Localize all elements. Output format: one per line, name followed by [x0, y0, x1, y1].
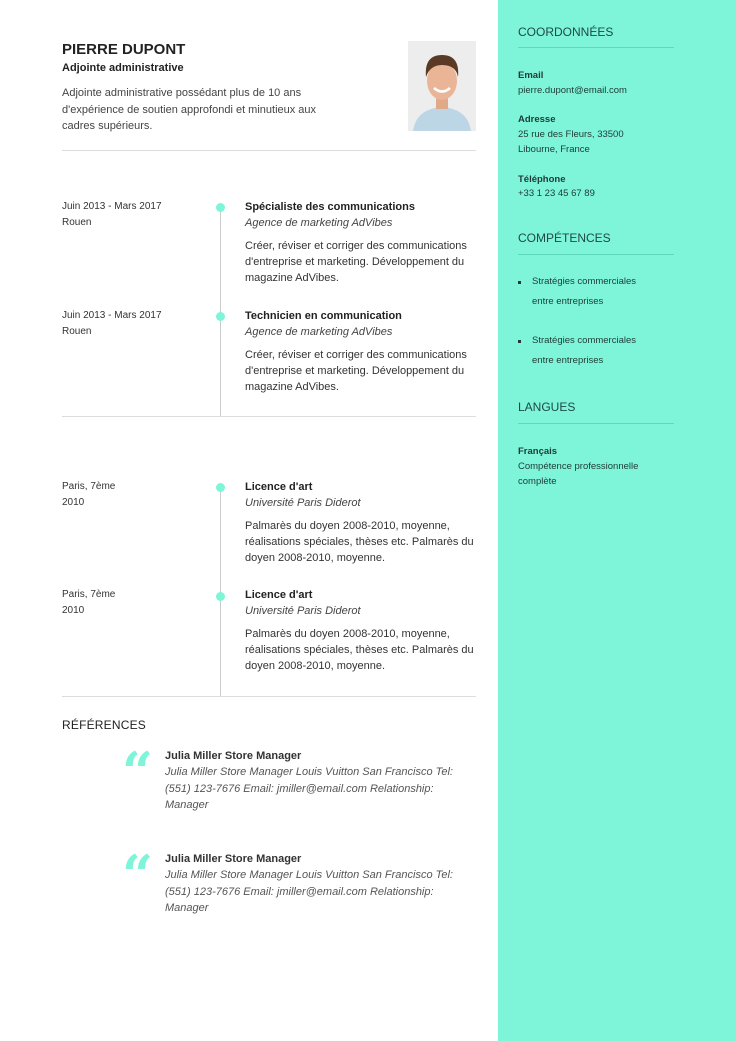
reference-entry	[165, 851, 475, 917]
quote-icon: “	[122, 740, 154, 804]
phone-value: +33 1 23 45 67 89	[518, 188, 595, 199]
references-heading: RÉFÉRENCES	[62, 718, 147, 732]
phone-label: Téléphone	[518, 174, 566, 185]
skill-item: Stratégies commerciales entre entreprises	[518, 331, 658, 371]
divider	[62, 696, 476, 697]
timeline-dot	[216, 203, 225, 212]
job-title: Adjointe administrative	[62, 62, 184, 74]
divider	[518, 423, 674, 424]
education-entry	[245, 587, 480, 674]
address-value: 25 rue des Fleurs, 33500 Libourne, France	[518, 129, 624, 155]
education-title: Licence d'art	[245, 481, 313, 493]
languages-heading: LANGUES	[518, 400, 576, 414]
education-meta	[62, 587, 115, 619]
divider	[518, 254, 674, 255]
education-school: Université Paris Diderot	[245, 497, 361, 509]
summary: Adjointe administrative possédant plus de 10 ans d'expérience de soutien approfondi et minutieux aux cadres supérieurs.	[62, 87, 317, 132]
education-year: 2010	[62, 605, 85, 616]
education-entry	[245, 479, 480, 566]
experience-entry	[245, 199, 480, 286]
experience-description: Créer, réviser et corriger des communications d'entreprise et marketing. Développement du magazine AdVibes.	[245, 240, 467, 284]
reference-details: Julia Miller Store Manager Louis Vuitton San Francisco Tel: (551) 123-7676 Email: jmiller@email.com Relationship: Manager	[165, 869, 453, 914]
reference-details: Julia Miller Store Manager Louis Vuitton San Francisco Tel: (551) 123-7676 Email: jmiller@email.com Relationship: Manager	[165, 766, 453, 811]
reference-name: Julia Miller Store Manager	[165, 750, 302, 762]
education-school: Université Paris Diderot	[245, 605, 361, 617]
language-level: Compétence professionnelle complète	[518, 461, 639, 487]
education-year: 2010	[62, 497, 85, 508]
address-label: Adresse	[518, 114, 556, 125]
language-name: Français	[518, 446, 558, 457]
education-meta	[62, 479, 115, 511]
experience-company: Agence de marketing AdVibes	[245, 217, 393, 229]
experience-meta	[62, 308, 162, 340]
candidate-name: PIERRE DUPONT	[62, 41, 186, 58]
experience-entry	[245, 308, 480, 395]
email-value[interactable]: pierre.dupont@email.com	[518, 85, 627, 96]
education-description: Palmarès du doyen 2008-2010, moyenne, réalisations spéciales, thèses etc. Palmarès du doyen 2008-2010, moyenne.	[245, 520, 474, 564]
experience-description: Créer, réviser et corriger des communications d'entreprise et marketing. Développement du magazine AdVibes.	[245, 349, 467, 393]
reference-entry	[165, 748, 475, 814]
skill-item: Stratégies commerciales entre entreprises	[518, 272, 658, 312]
experience-dates: Juin 2013 - Mars 2017	[62, 310, 162, 321]
experience-dates: Juin 2013 - Mars 2017	[62, 201, 162, 212]
experience-location: Rouen	[62, 217, 92, 228]
reference-name: Julia Miller Store Manager	[165, 853, 302, 865]
experience-title: Technicien en communication	[245, 310, 402, 322]
timeline-dot	[216, 483, 225, 492]
divider	[62, 150, 476, 151]
experience-company: Agence de marketing AdVibes	[245, 326, 393, 338]
education-title: Licence d'art	[245, 589, 313, 601]
experience-title: Spécialiste des communications	[245, 201, 415, 213]
education-location: Paris, 7ème	[62, 481, 116, 492]
education-description: Palmarès du doyen 2008-2010, moyenne, réalisations spéciales, thèses etc. Palmarès du doyen 2008-2010, moyenne.	[245, 628, 474, 672]
contact-heading: COORDONNÉES	[518, 25, 614, 39]
divider	[62, 416, 476, 417]
divider	[518, 47, 674, 48]
profile-photo	[408, 41, 476, 131]
skills-heading: COMPÉTENCES	[518, 231, 611, 245]
email-label: Email	[518, 70, 544, 81]
timeline-dot	[216, 312, 225, 321]
experience-meta	[62, 199, 162, 231]
quote-icon: “	[122, 843, 154, 907]
education-location: Paris, 7ème	[62, 589, 116, 600]
experience-location: Rouen	[62, 326, 92, 337]
timeline-dot	[216, 592, 225, 601]
